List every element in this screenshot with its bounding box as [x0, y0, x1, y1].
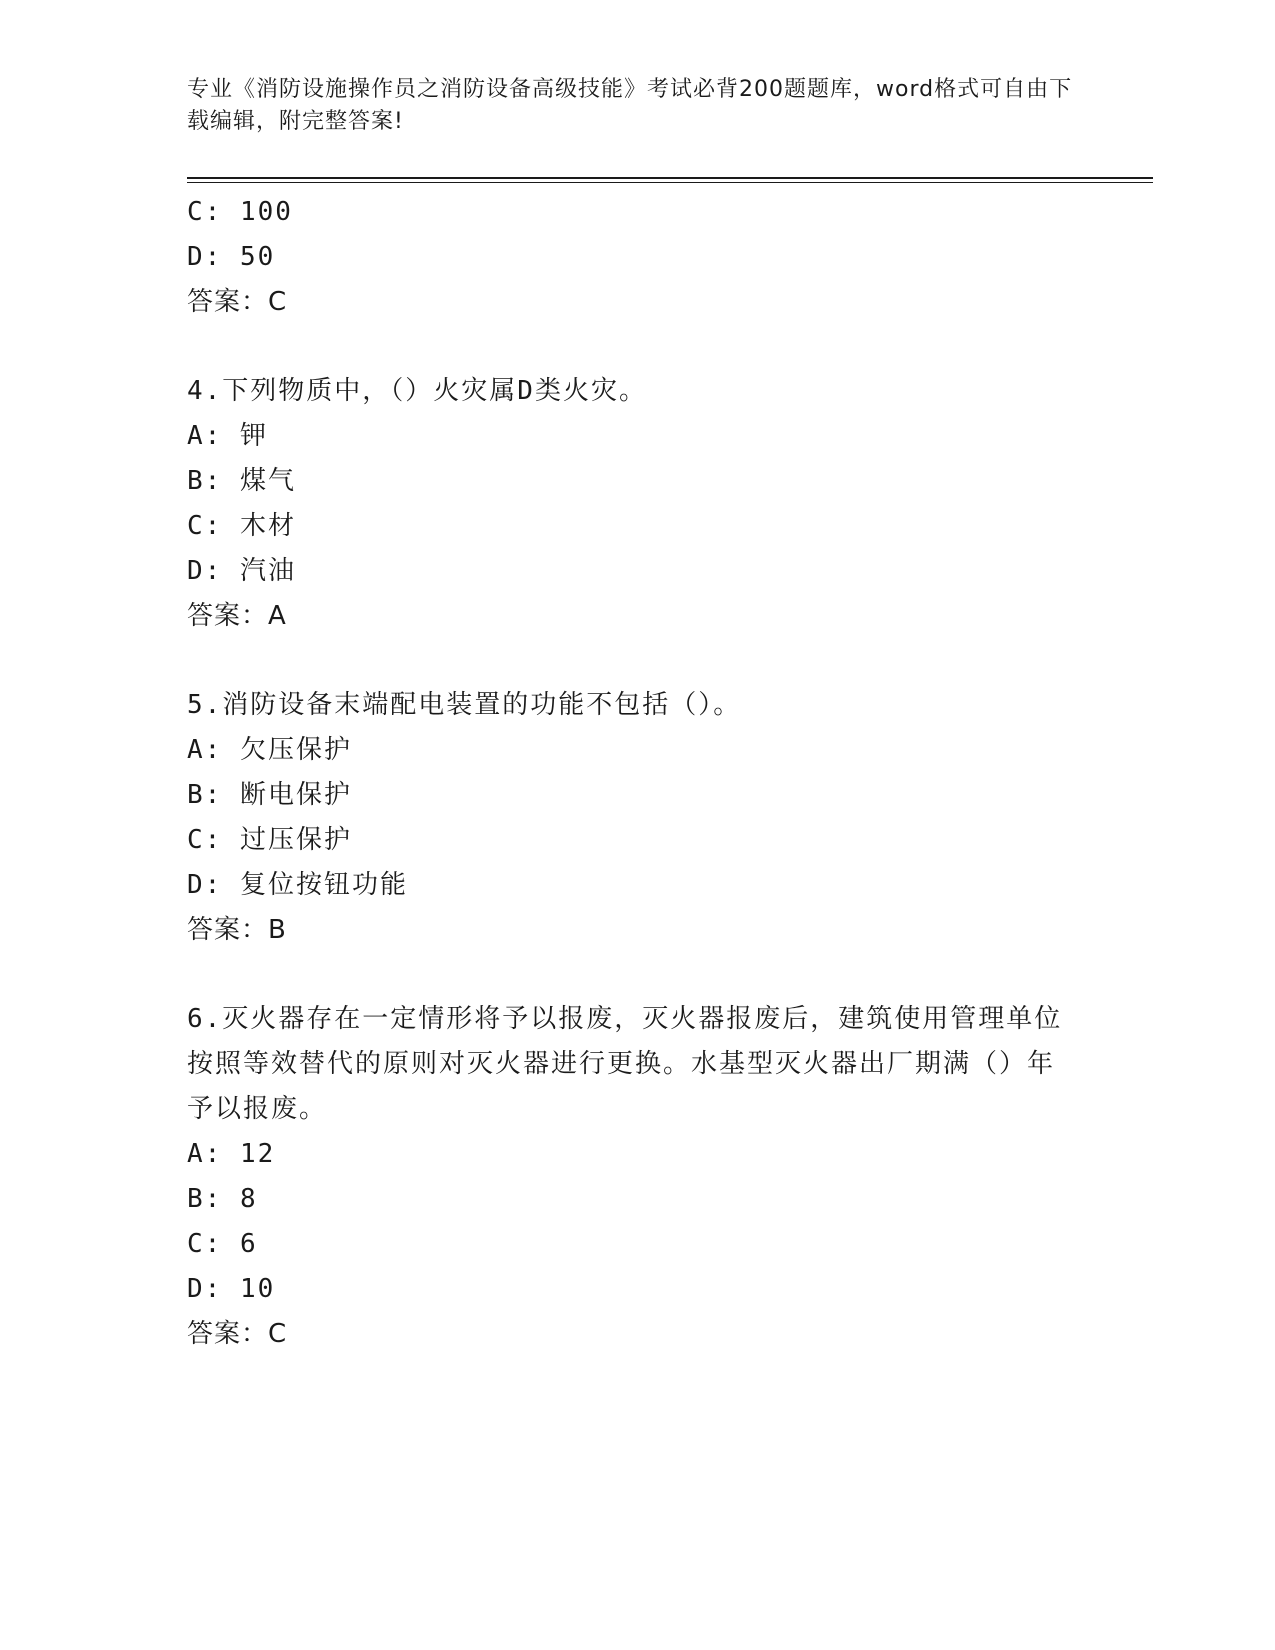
option-a: A: 12 — [187, 1139, 276, 1169]
question-content — [187, 190, 1087, 1357]
option-d: D: 10 — [187, 1274, 276, 1304]
header-title: 专业《消防设施操作员之消防设备高级技能》考试必背200题题库，word格式可自由下载编辑，附完整答案! — [187, 77, 1073, 134]
question-text: 5.消防设备末端配电装置的功能不包括（）。 — [187, 690, 742, 720]
option-d: D: 50 — [187, 242, 276, 272]
option-b: B: 断电保护 — [187, 780, 352, 810]
option-b: B: 8 — [187, 1184, 258, 1214]
question-6 — [187, 997, 1087, 1357]
option-a: A: 欠压保护 — [187, 735, 352, 765]
answer-line: 答案：B — [187, 915, 287, 945]
option-c: C: 100 — [187, 197, 293, 227]
option-d: D: 复位按钮功能 — [187, 870, 408, 900]
option-c: C: 木材 — [187, 511, 296, 541]
question-text: 6.灭火器存在一定情形将予以报废，灭火器报废后，建筑使用管理单位按照等效替代的原则对灭火器进行更换。水基型灭火器出厂期满（）年予以报废。 — [187, 1004, 1063, 1124]
option-c: C: 6 — [187, 1229, 258, 1259]
option-a: A: 钾 — [187, 421, 268, 451]
option-d: D: 汽油 — [187, 556, 296, 586]
answer-line: 答案：C — [187, 287, 288, 317]
question-5 — [187, 683, 1087, 953]
option-b: B: 煤气 — [187, 466, 296, 496]
document-header — [187, 74, 1077, 138]
answer-line: 答案：C — [187, 1319, 288, 1349]
option-c: C: 过压保护 — [187, 825, 352, 855]
header-divider-thin — [187, 182, 1153, 183]
answer-line: 答案：A — [187, 601, 287, 631]
question-text: 4.下列物质中，（）火灾属D类火灾。 — [187, 376, 647, 406]
header-divider — [187, 177, 1153, 179]
question-continuation — [187, 190, 1087, 325]
question-4 — [187, 369, 1087, 639]
